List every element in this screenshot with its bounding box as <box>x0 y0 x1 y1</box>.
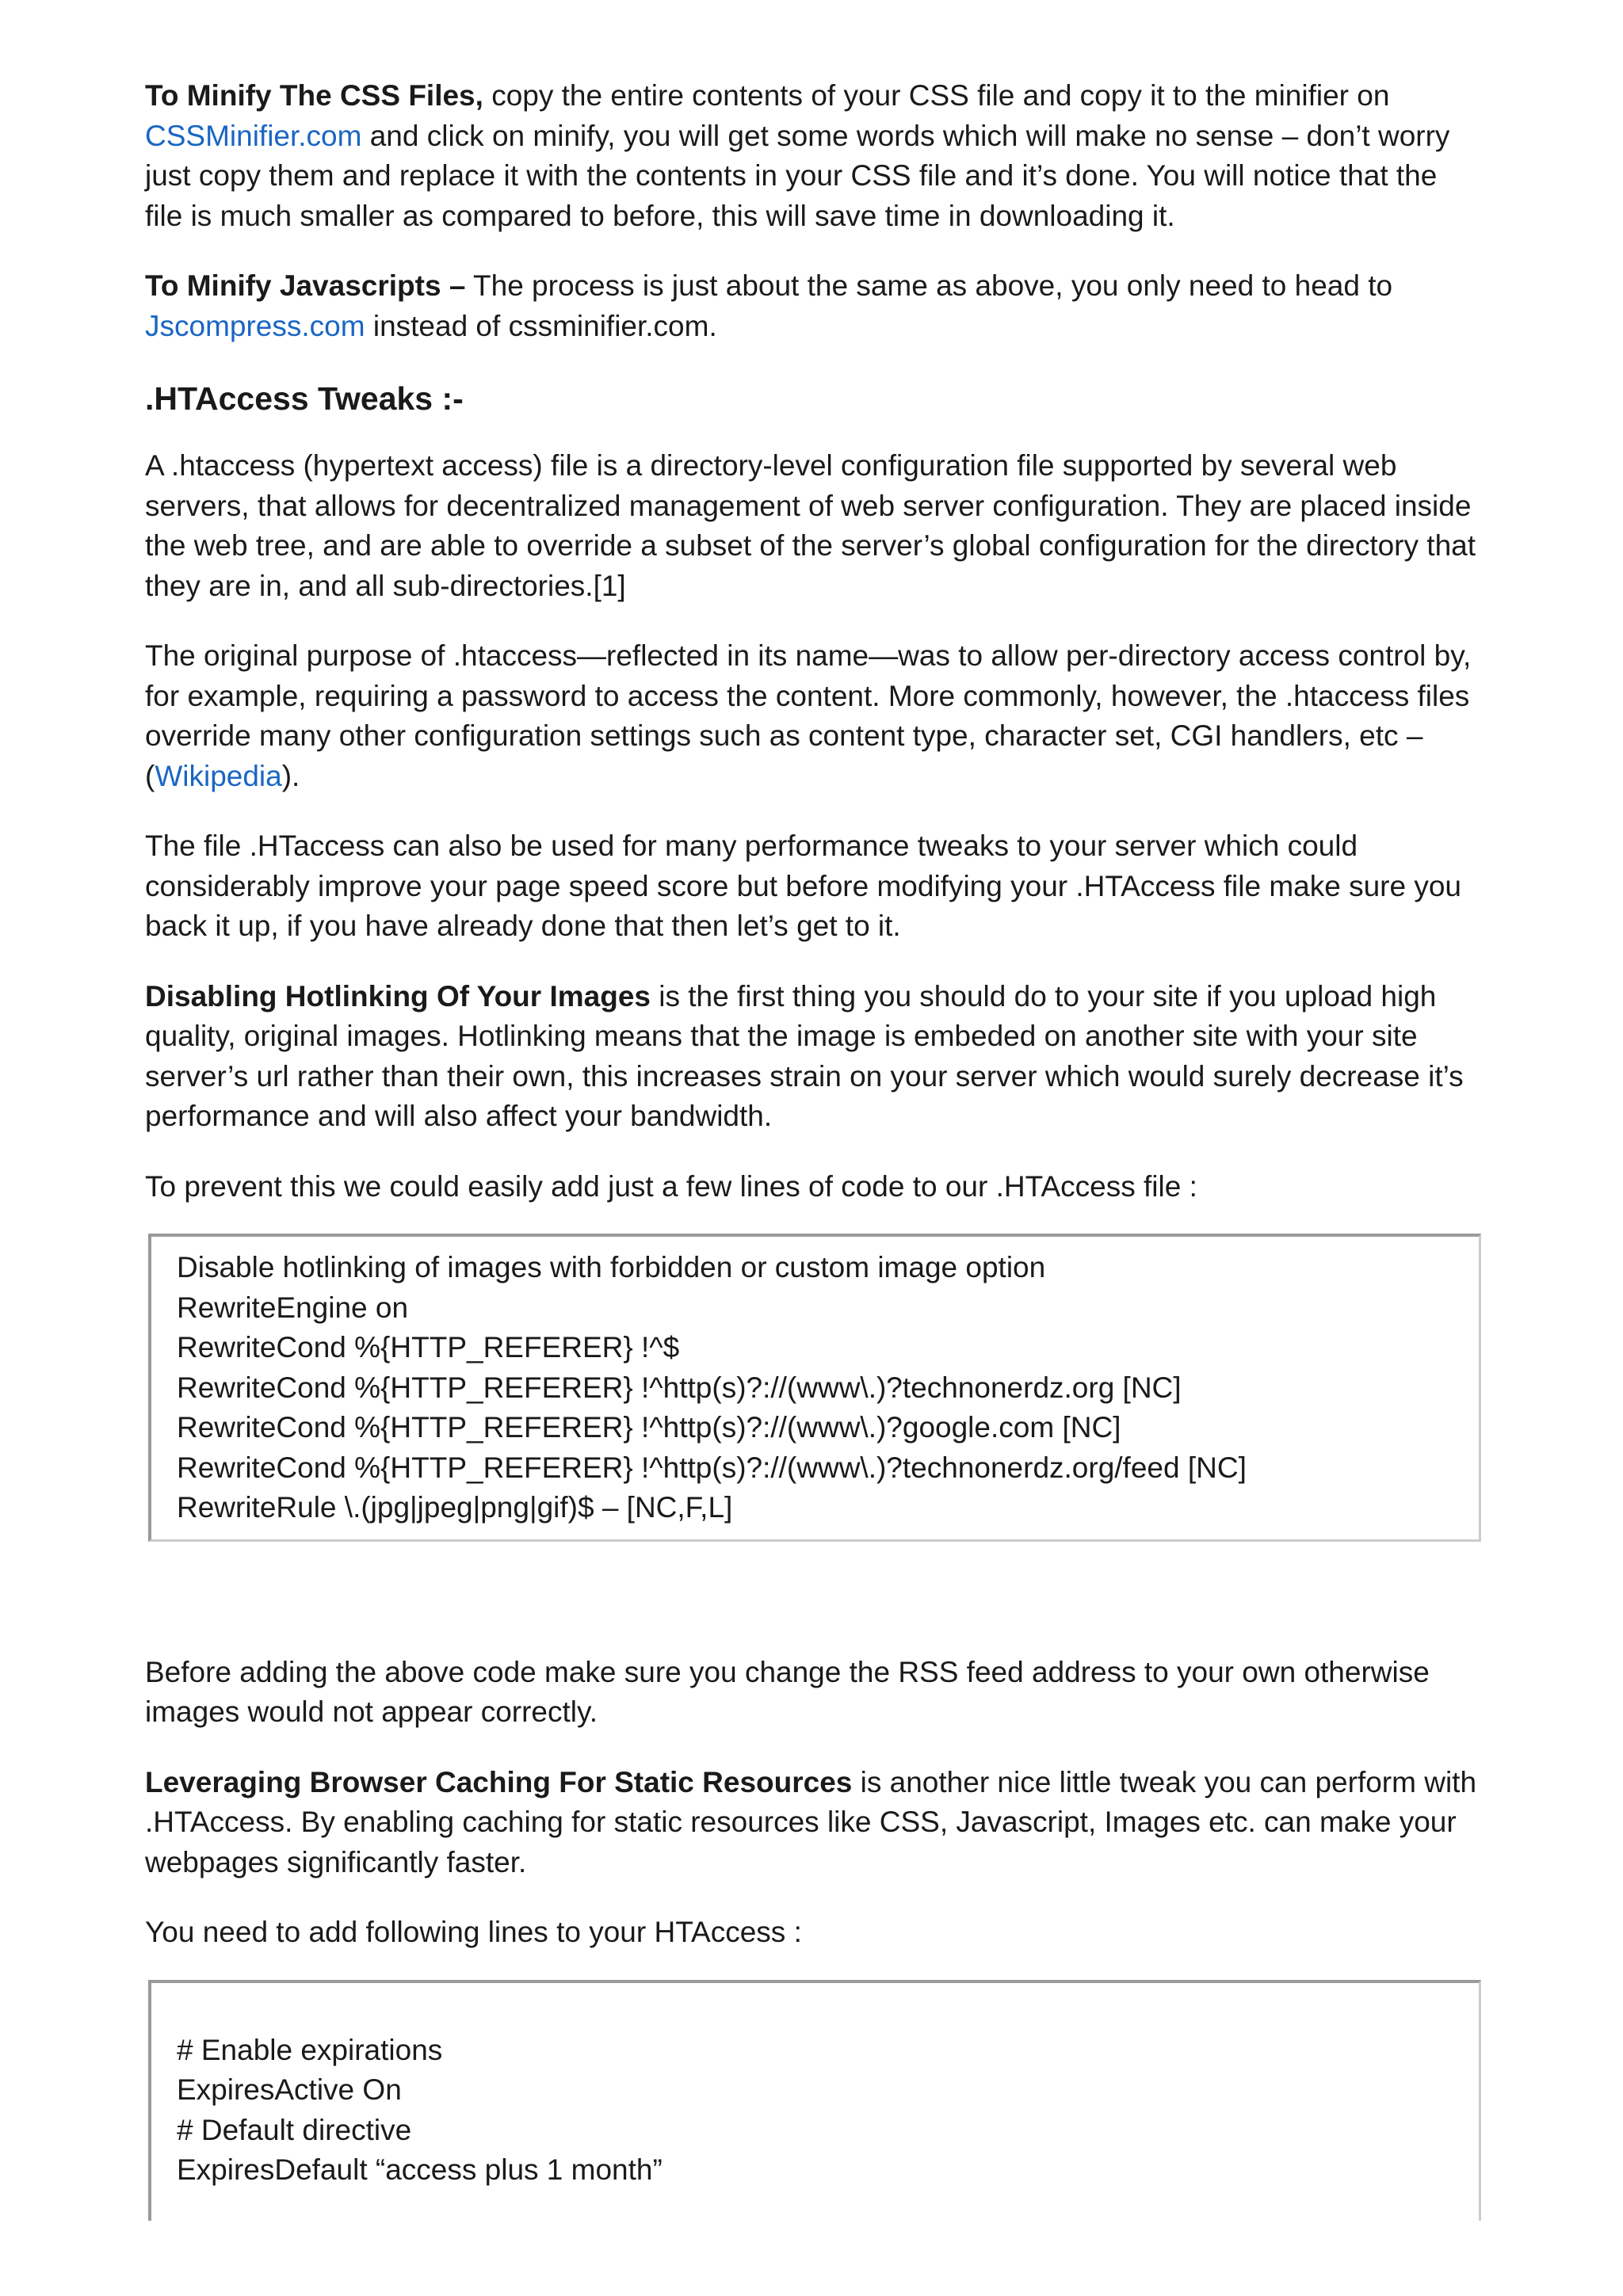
jscompress-link[interactable]: Jscompress.com <box>145 309 365 342</box>
code-line: ExpiresActive On <box>177 2073 402 2106</box>
code-line: # Default directive <box>177 2113 412 2146</box>
code-line: RewriteEngine on <box>177 1291 409 1324</box>
rss-note-paragraph: Before adding the above code make sure you change the RSS feed address to your own otherwise images would not appear correctly. <box>145 1655 1430 1728</box>
minify-css-title: To Minify The CSS Files, <box>145 79 483 112</box>
htaccess-tweaks-paragraph: The file .HTaccess can also be used for many performance tweaks to your server which could considerably improve your page speed score but before modifying your .HTAccess file make sure you back it up, if you have already done that then let’s get to it. <box>145 830 1462 942</box>
hotlinking-code-block <box>148 1234 1481 1542</box>
minify-js-paragraph <box>145 266 1478 346</box>
caching-paragraph <box>145 1763 1478 1883</box>
minify-css-text: copy the entire contents of your CSS file and copy it to the minifier on <box>483 79 1390 112</box>
caching-text: is another nice little tweak you can perform with .HTAccess. By enabling caching for static resources like CSS, Javascript, Images etc. can make your webpages significantly faster. <box>145 1765 1477 1878</box>
code-line: RewriteCond %{HTTP_REFERER} !^http(s)?://(www\.)?technonerdz.org/feed [NC] <box>177 1451 1247 1484</box>
code-line: Disable hotlinking of images with forbidden or custom image option <box>177 1251 1046 1283</box>
hotlinking-title: Disabling Hotlinking Of Your Images <box>145 979 651 1013</box>
minify-js-text-2: instead of cssminifier.com. <box>365 309 717 342</box>
minify-css-text-2: and click on minify, you will get some words which will make no sense – don’t worry just copy them and replace it with the contents in your CSS file and it’s done. You will notice that the file is much smaller as compared to before, this will save time in downloading it. <box>145 119 1450 232</box>
minify-css-paragraph <box>145 76 1478 236</box>
htaccess-heading: .HTAccess Tweaks :- <box>145 380 464 417</box>
htaccess-purpose-paragraph <box>145 636 1478 796</box>
prevent-paragraph: To prevent this we could easily add just a few lines of code to our .HTAccess file : <box>145 1169 1197 1203</box>
code-line: RewriteRule \.(jpg|jpeg|png|gif)$ – [NC,F,L] <box>177 1491 733 1524</box>
code-line: RewriteCond %{HTTP_REFERER} !^http(s)?://(www\.)?technonerdz.org [NC] <box>177 1371 1182 1404</box>
code-line: # Enable expirations <box>177 2033 443 2066</box>
minify-js-text: The process is just about the same as above, you only need to head to <box>465 269 1393 302</box>
minify-js-title: To Minify Javascripts – <box>145 269 466 302</box>
cssminifier-link[interactable]: CSSMinifier.com <box>145 119 362 152</box>
code-line: RewriteCond %{HTTP_REFERER} !^$ <box>177 1331 680 1363</box>
purpose-text: The original purpose of .htaccess—reflected in its name—was to allow per-directory access control by, for example, requiring a password to access the content. More commonly, however, the .htaccess files override many other configuration settings such as content type, character set, CGI handlers, etc – ( <box>145 639 1472 792</box>
add-lines-paragraph: You need to add following lines to your HTAccess : <box>145 1916 802 1948</box>
caching-code-block <box>148 1980 1481 2221</box>
code-line: RewriteCond %{HTTP_REFERER} !^http(s)?://(www\.)?google.com [NC] <box>177 1411 1121 1444</box>
purpose-text-end: ). <box>281 759 300 792</box>
code-line: ExpiresDefault “access plus 1 month” <box>177 2153 663 2186</box>
wikipedia-link[interactable]: Wikipedia <box>155 759 282 792</box>
caching-title: Leveraging Browser Caching For Static Resources <box>145 1765 853 1798</box>
htaccess-definition-paragraph: A .htaccess (hypertext access) file is a directory-level configuration file supported by several web servers, that allows for decentralized management of web server configuration. They are placed inside the web tree, and are able to override a subset of the server’s global configuration for the directory that they are in, and all sub-directories.[1] <box>145 449 1476 602</box>
hotlinking-text: is the first thing you should do to your site if you upload high quality, original images. Hotlinking means that the image is embeded on another site with your site server’s url rather than their own, this increases strain on your server which would surely decrease it’s performance and will also affect your bandwidth. <box>145 979 1464 1132</box>
hotlinking-paragraph <box>145 977 1478 1137</box>
